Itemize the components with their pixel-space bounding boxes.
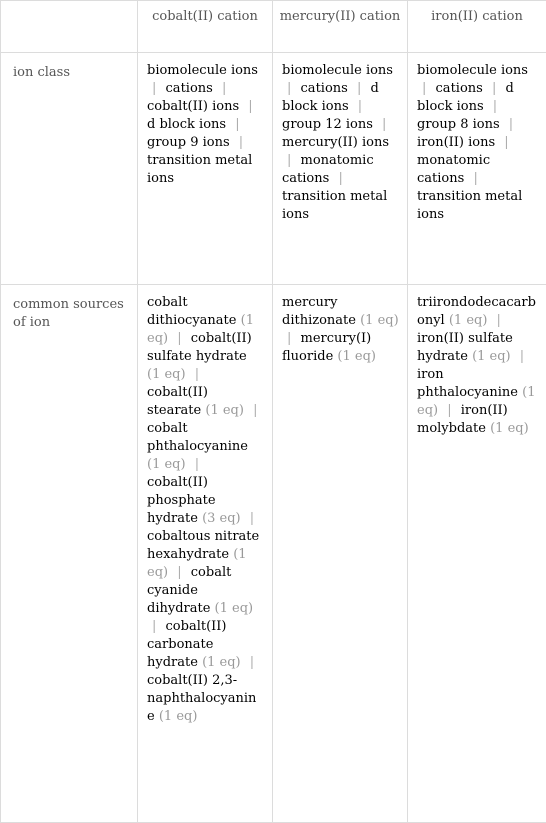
list-item: cobalt(II) 2,3-naphthalocyanine — [147, 673, 257, 724]
equivalents-note: (1 eq) — [147, 313, 254, 346]
separator: | — [194, 457, 200, 472]
list-item: triirondodecacarbonyl — [417, 295, 536, 328]
column-header-iron: iron(II) cation — [408, 1, 546, 53]
list-item: transition metal ions — [147, 153, 253, 186]
ion-class-iron — [408, 53, 546, 285]
list-item: d block ions — [282, 81, 379, 114]
separator: | — [491, 81, 497, 96]
sources-mercury — [273, 285, 408, 823]
list-item: cobalt(II) carbonate hydrate — [147, 619, 227, 670]
separator: | — [473, 171, 478, 186]
separator: | — [382, 117, 387, 132]
list-item: group 9 ions — [147, 135, 230, 150]
separator: | — [447, 403, 452, 418]
list-item: cations — [435, 81, 483, 96]
corner-cell — [1, 1, 138, 53]
separator: | — [492, 99, 498, 114]
list-item: monatomic cations — [417, 153, 491, 186]
equivalents-note: (1 eq) — [214, 601, 254, 616]
list-item: cobalt dithiocyanate — [147, 295, 237, 328]
separator: | — [152, 81, 157, 96]
row-label-common-sources: common sources of ion — [1, 285, 138, 823]
separator: | — [504, 135, 509, 150]
list-item: iron(II) sulfate hydrate — [417, 331, 513, 364]
list-item: monatomic cations — [282, 153, 374, 186]
list-item: iron phthalocyanine — [417, 367, 518, 400]
list-item: cations — [300, 81, 348, 96]
list-item: group 8 ions — [417, 117, 500, 132]
equivalents-note: (1 eq) — [158, 709, 198, 724]
equivalents-note: (1 eq) — [205, 403, 244, 418]
separator: | — [235, 117, 240, 132]
equivalents-note: (1 eq) — [202, 655, 241, 670]
list-item: mercury(I) fluoride — [282, 331, 372, 364]
list-item: cobalt(II) phosphate hydrate — [147, 475, 216, 526]
list-item: cobalt(II) ions — [147, 99, 240, 114]
separator: | — [496, 313, 501, 328]
list-item: d block ions — [147, 117, 227, 132]
separator: | — [422, 81, 427, 96]
table-row — [1, 285, 546, 823]
list-item: cobalt(II) sulfate hydrate — [147, 331, 252, 364]
separator: | — [249, 655, 255, 670]
equivalents-note: (1 eq) — [147, 367, 186, 382]
list-item: d block ions — [417, 81, 514, 114]
equivalents-note: (1 eq) — [360, 313, 399, 328]
separator: | — [338, 171, 343, 186]
ion-class-cobalt — [138, 53, 273, 285]
header-row — [1, 1, 546, 53]
list-item: transition metal ions — [282, 189, 388, 222]
column-header-mercury: mercury(II) cation — [273, 1, 408, 53]
list-item: biomolecule ions — [282, 63, 393, 78]
list-item: iron(II) ions — [417, 135, 496, 150]
equivalents-note: (1 eq) — [147, 457, 186, 472]
equivalents-note: (1 eq) — [417, 385, 536, 418]
separator: | — [177, 565, 182, 580]
table-row — [1, 53, 546, 285]
separator: | — [287, 81, 292, 96]
separator: | — [287, 331, 292, 346]
separator: | — [221, 81, 227, 96]
list-item: cobalt(II) stearate — [147, 385, 208, 418]
equivalents-note: (1 eq) — [147, 547, 247, 580]
separator: | — [248, 99, 253, 114]
list-item: mercury(II) ions — [282, 135, 390, 150]
row-label-ion-class: ion class — [1, 53, 138, 285]
sources-iron — [408, 285, 546, 823]
equivalents-note: (1 eq) — [490, 421, 529, 436]
list-item: group 12 ions — [282, 117, 373, 132]
separator: | — [194, 367, 200, 382]
separator: | — [152, 619, 157, 634]
list-item: cations — [165, 81, 213, 96]
equivalents-note: (1 eq) — [337, 349, 376, 364]
list-item: transition metal ions — [417, 189, 523, 222]
sources-cobalt — [138, 285, 273, 823]
list-item: biomolecule ions — [417, 63, 528, 78]
separator: | — [356, 81, 362, 96]
equivalents-note: (1 eq) — [448, 313, 488, 328]
list-item: cobalt cyanide dihydrate — [147, 565, 232, 616]
list-item: biomolecule ions — [147, 63, 258, 78]
separator: | — [177, 331, 182, 346]
separator: | — [508, 117, 514, 132]
separator: | — [357, 99, 363, 114]
equivalents-note: (3 eq) — [202, 511, 241, 526]
separator: | — [253, 403, 258, 418]
list-item: cobaltous nitrate hexahydrate — [147, 529, 260, 562]
separator: | — [519, 349, 525, 364]
column-header-cobalt: cobalt(II) cation — [138, 1, 273, 53]
list-item: mercury dithizonate — [282, 295, 356, 328]
separator: | — [249, 511, 255, 526]
list-item: iron(II) molybdate — [417, 403, 508, 436]
separator: | — [287, 153, 292, 168]
equivalents-note: (1 eq) — [472, 349, 511, 364]
separator: | — [238, 135, 244, 150]
ion-class-mercury — [273, 53, 408, 285]
list-item: cobalt phthalocyanine — [147, 421, 248, 454]
